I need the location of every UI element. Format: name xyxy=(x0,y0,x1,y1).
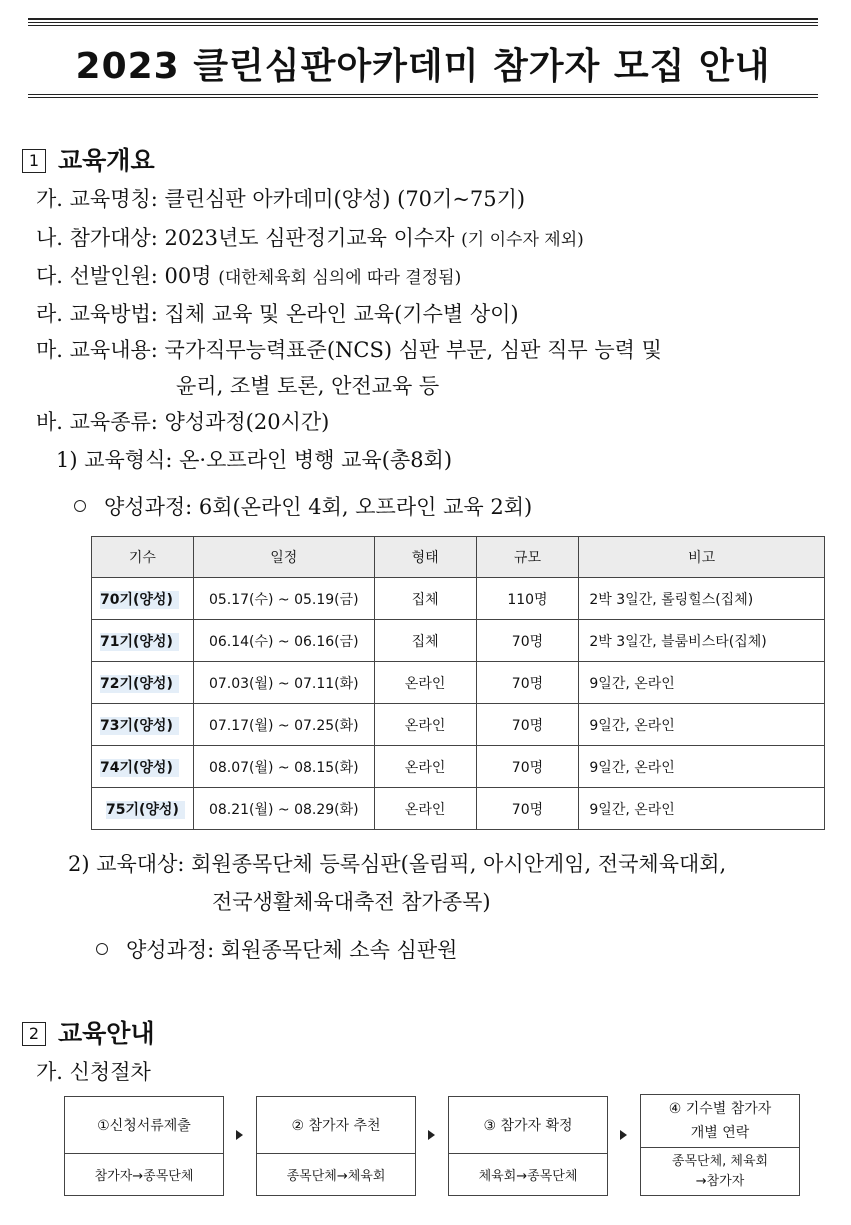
item-c-main: 다. 선발인원: 00명 xyxy=(36,264,212,288)
arrow-right-icon xyxy=(236,1130,243,1140)
circle-bullet-icon xyxy=(74,500,86,512)
cell-note: 9일간, 온라인 xyxy=(579,746,825,788)
item-b-note: (기 이수자 제외) xyxy=(461,230,584,250)
item-f2-bullet xyxy=(96,934,457,964)
header-note: 비고 xyxy=(579,537,825,578)
flow-step-3-title: ③ 참가자 확정 xyxy=(449,1097,607,1154)
cell-type: 집체 xyxy=(374,578,476,620)
cell-schedule: 08.07(월) ~ 08.15(화) xyxy=(193,746,374,788)
item-f: 바. 교육종류: 양성과정(20시간) xyxy=(36,410,330,434)
title-top-rule xyxy=(28,18,818,20)
flow-step-2-route: 종목단체→체육회 xyxy=(286,1169,386,1184)
cell-size: 70명 xyxy=(476,620,579,662)
flow-step-4-route-line2: →참가자 xyxy=(695,1173,745,1189)
flow-step-1-route: 참가자→종목단체 xyxy=(94,1169,194,1184)
item-f1-bullet xyxy=(74,491,532,521)
flow-step-3 xyxy=(448,1096,608,1196)
cell-note: 9일간, 온라인 xyxy=(579,788,825,830)
title-box xyxy=(28,22,818,98)
cell-schedule: 05.17(수) ~ 05.19(금) xyxy=(193,578,374,620)
table-row xyxy=(92,620,825,662)
item-c-note: (대한체육회 심의에 따라 결정됨) xyxy=(218,268,462,288)
item-f1-bullet-text: 양성과정: 6회(온라인 4회, 오프라인 교육 2회) xyxy=(104,495,533,519)
item-e-line2: 윤리, 조별 토론, 안전교육 등 xyxy=(176,374,440,398)
section1-heading xyxy=(22,141,155,177)
cell-gisu: 74기(양성) xyxy=(100,759,179,777)
cell-size: 70명 xyxy=(476,788,579,830)
cell-note: 2박 3일간, 롤링힐스(집체) xyxy=(579,578,825,620)
cell-gisu: 72기(양성) xyxy=(100,675,179,693)
cell-type: 집체 xyxy=(374,620,476,662)
table-header-row xyxy=(92,537,825,578)
table-row xyxy=(92,746,825,788)
flow-step-2-title: ② 참가자 추천 xyxy=(257,1097,415,1154)
section2-sub: 가. 신청절차 xyxy=(36,1060,151,1084)
header-gisu: 기수 xyxy=(92,537,194,578)
section2-title: 교육안내 xyxy=(58,1019,155,1048)
flow-step-3-route: 체육회→종목단체 xyxy=(478,1169,578,1184)
cell-size: 70명 xyxy=(476,662,579,704)
item-d: 라. 교육방법: 집체 교육 및 온라인 교육(기수별 상이) xyxy=(36,302,519,326)
cell-size: 110명 xyxy=(476,578,579,620)
cell-note: 9일간, 온라인 xyxy=(579,662,825,704)
cell-gisu: 71기(양성) xyxy=(100,633,179,651)
circle-bullet-icon xyxy=(96,943,108,955)
cell-gisu: 70기(양성) xyxy=(100,591,179,609)
item-f2-line2: 전국생활체육대축전 참가종목) xyxy=(212,890,491,914)
cell-gisu: 73기(양성) xyxy=(100,717,179,735)
flow-step-4 xyxy=(640,1094,800,1196)
page-title: 2023 클린심판아카데미 참가자 모집 안내 xyxy=(75,46,771,87)
cell-size: 70명 xyxy=(476,746,579,788)
cell-schedule: 07.03(월) ~ 07.11(화) xyxy=(193,662,374,704)
cell-type: 온라인 xyxy=(374,788,476,830)
flow-step-4-title-line1: ④ 기수별 참가자 xyxy=(668,1101,772,1117)
item-f2-line1: 2) 교육대상: 회원종목단체 등록심판(올림픽, 아시안게임, 전국체육대회, xyxy=(68,852,727,876)
flow-step-4-title-line2: 개별 연락 xyxy=(690,1125,750,1141)
schedule-table xyxy=(91,536,825,830)
cell-schedule: 08.21(월) ~ 08.29(화) xyxy=(193,788,374,830)
item-e-line1: 마. 교육내용: 국가직무능력표준(NCS) 심판 부문, 심판 직무 능력 및 xyxy=(36,338,662,362)
item-b xyxy=(36,222,584,252)
flow-step-1 xyxy=(64,1096,224,1196)
cell-schedule: 06.14(수) ~ 06.16(금) xyxy=(193,620,374,662)
header-schedule: 일정 xyxy=(193,537,374,578)
flow-step-4-route-line1: 종목단체, 체육회 xyxy=(671,1153,769,1169)
item-c xyxy=(36,260,461,290)
item-f2-bullet-text: 양성과정: 회원종목단체 소속 심판원 xyxy=(126,938,458,962)
cell-type: 온라인 xyxy=(374,704,476,746)
table-row xyxy=(92,788,825,830)
cell-note: 2박 3일간, 블룸비스타(집체) xyxy=(579,620,825,662)
arrow-right-icon xyxy=(428,1130,435,1140)
flow-step-4-route xyxy=(641,1148,799,1195)
section2-number: 2 xyxy=(22,1022,46,1046)
table-row xyxy=(92,704,825,746)
section1-number: 1 xyxy=(22,149,46,173)
table-row xyxy=(92,662,825,704)
item-f1: 1) 교육형식: 온·오프라인 병행 교육(총8회) xyxy=(56,448,453,472)
cell-size: 70명 xyxy=(476,704,579,746)
cell-gisu: 75기(양성) xyxy=(106,801,185,819)
item-b-main: 나. 참가대상: 2023년도 심판정기교육 이수자 xyxy=(36,226,455,250)
cell-note: 9일간, 온라인 xyxy=(579,704,825,746)
cell-type: 온라인 xyxy=(374,746,476,788)
section1-title: 교육개요 xyxy=(58,146,155,175)
header-type: 형태 xyxy=(374,537,476,578)
header-size: 규모 xyxy=(476,537,579,578)
flow-step-2 xyxy=(256,1096,416,1196)
cell-schedule: 07.17(월) ~ 07.25(화) xyxy=(193,704,374,746)
section2-heading xyxy=(22,1014,155,1050)
flow-step-4-title xyxy=(641,1095,799,1148)
table-row xyxy=(92,578,825,620)
flow-step-1-title: ①신청서류제출 xyxy=(65,1097,223,1154)
item-a: 가. 교육명칭: 클린심판 아카데미(양성) (70기~75기) xyxy=(36,187,526,211)
cell-type: 온라인 xyxy=(374,662,476,704)
arrow-right-icon xyxy=(620,1130,627,1140)
